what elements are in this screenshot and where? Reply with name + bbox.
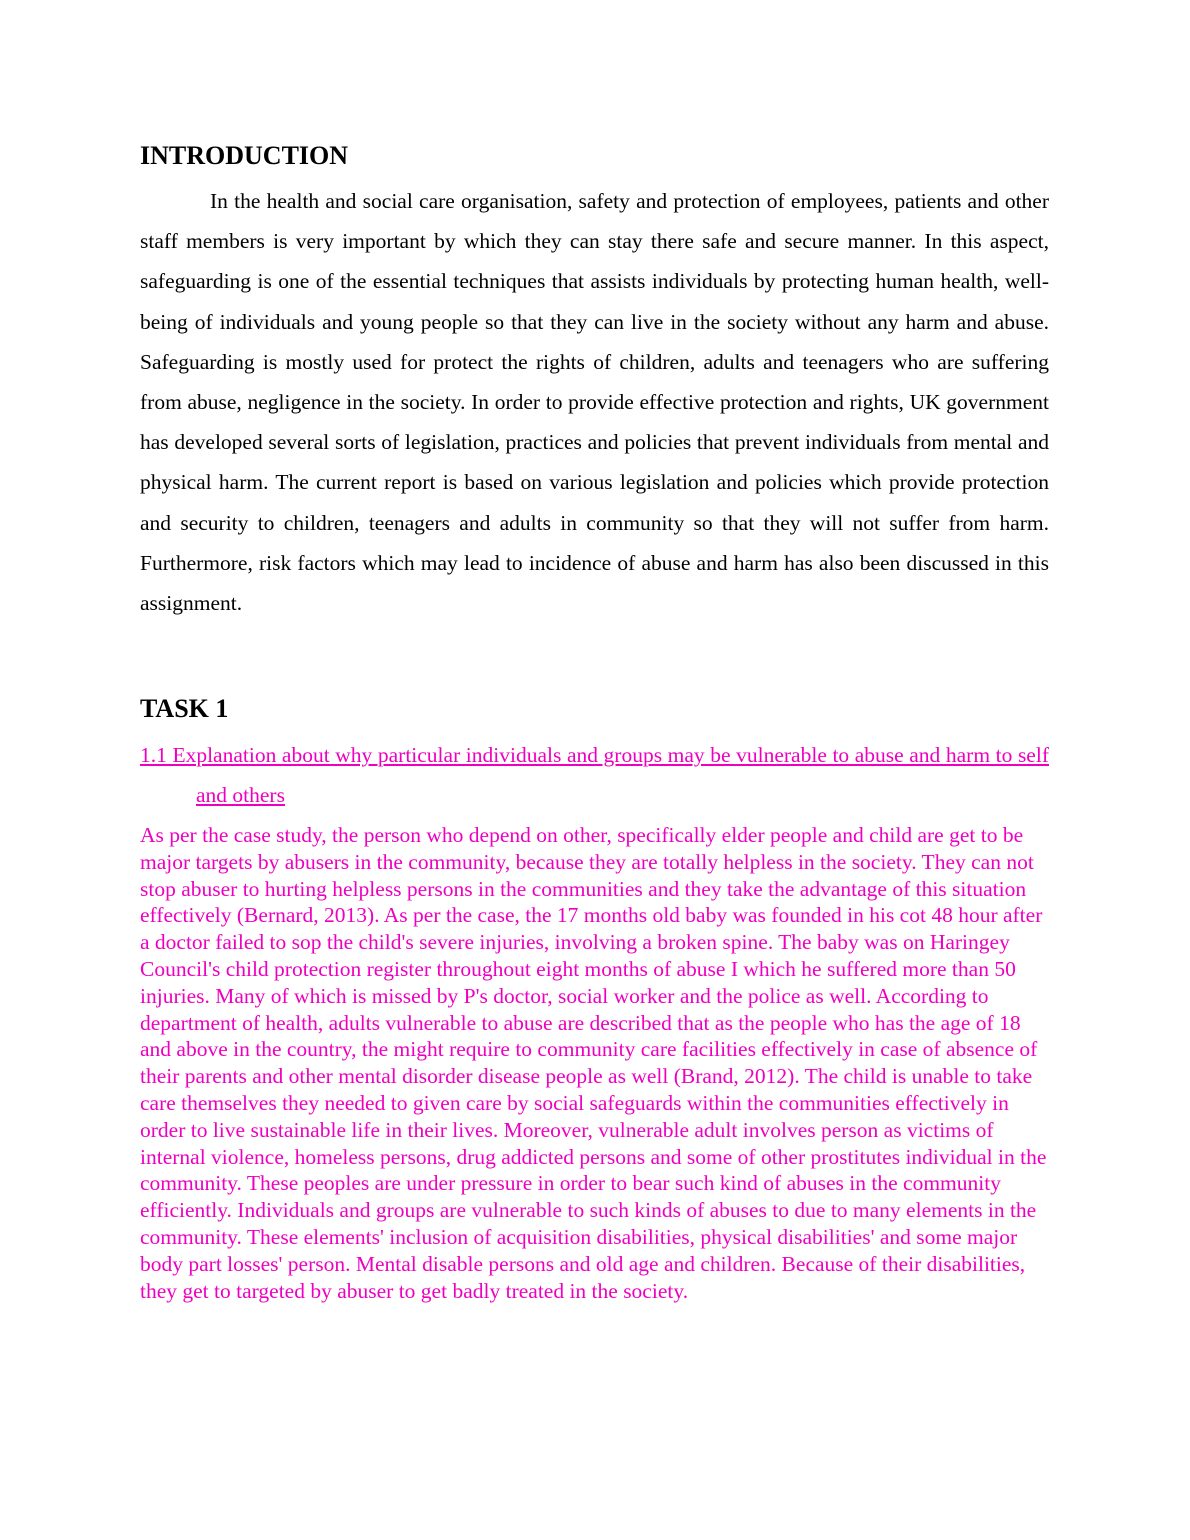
task1-paragraph: As per the case study, the person who depend on other, specifically elder people and child are get to be major targets by abusers in the community, because they are totally helpless in the society. They can not stop abuser to hurting helpless persons in the communities and they take the advantage of this situation effectively (Bernard, 2013). As per the case, the 17 months old baby was founded in his cot 48 hour after a doctor failed to sop the child's severe injuries, involving a broken spine. The baby was on Haringey Council's child protection register throughout eight months of abuse I which he suffered more than 50 injuries. Many of which is missed by P's doctor, social worker and the police as well. According to department of health, adults vulnerable to abuse are described that as the people who has the age of 18 and above in the country, the might require to community care facilities effectively in case of absence of their parents and other mental disorder disease people as well (Brand, 2012). The child is unable to take care themselves they needed to given care by social safeguards within the communities effectively in order to live sustainable life in their lives. Moreover, vulnerable adult involves person as victims of internal violence, homeless persons, drug addicted persons and some of other prostitutes individual in the community. These peoples are under pressure in order to bear such kind of abuses in the community efficiently. Individuals and groups are vulnerable to such kinds of abuses to due to many elements in the community. These elements' inclusion of acquisition disabilities, physical disabilities' and some major body part losses' person. Mental disable persons and old age and children. Because of their disabilities, they get to targeted by abuser to get badly treated in the society. [140,823,1047,1303]
task1-heading: TASK 1 [140,694,229,723]
task1-subheading: 1.1 Explanation about why particular individuals and groups may be vulnerable to abuse and harm to self and others [140,743,1049,807]
introduction-heading: INTRODUCTION [140,141,349,170]
introduction-paragraph: In the health and social care organisation, safety and protection of employees, patients and other staff members is very important by which they can stay there safe and secure manner. In this aspect, safeguarding is one of the essential techniques that assists individuals by protecting human health, well-being of individuals and young people so that they can live in the society without any harm and abuse. Safeguarding is mostly used for protect the rights of children, adults and teenagers who are suffering from abuse, negligence in the society. In order to provide effective protection and rights, UK government has developed several sorts of legislation, practices and policies that prevent individuals from mental and physical harm. The current report is based on various legislation and policies which provide protection and security to children, teenagers and adults in community so that they will not suffer from harm. Furthermore, risk factors which may lead to incidence of abuse and harm has also been discussed in this assignment. [140,189,1049,616]
